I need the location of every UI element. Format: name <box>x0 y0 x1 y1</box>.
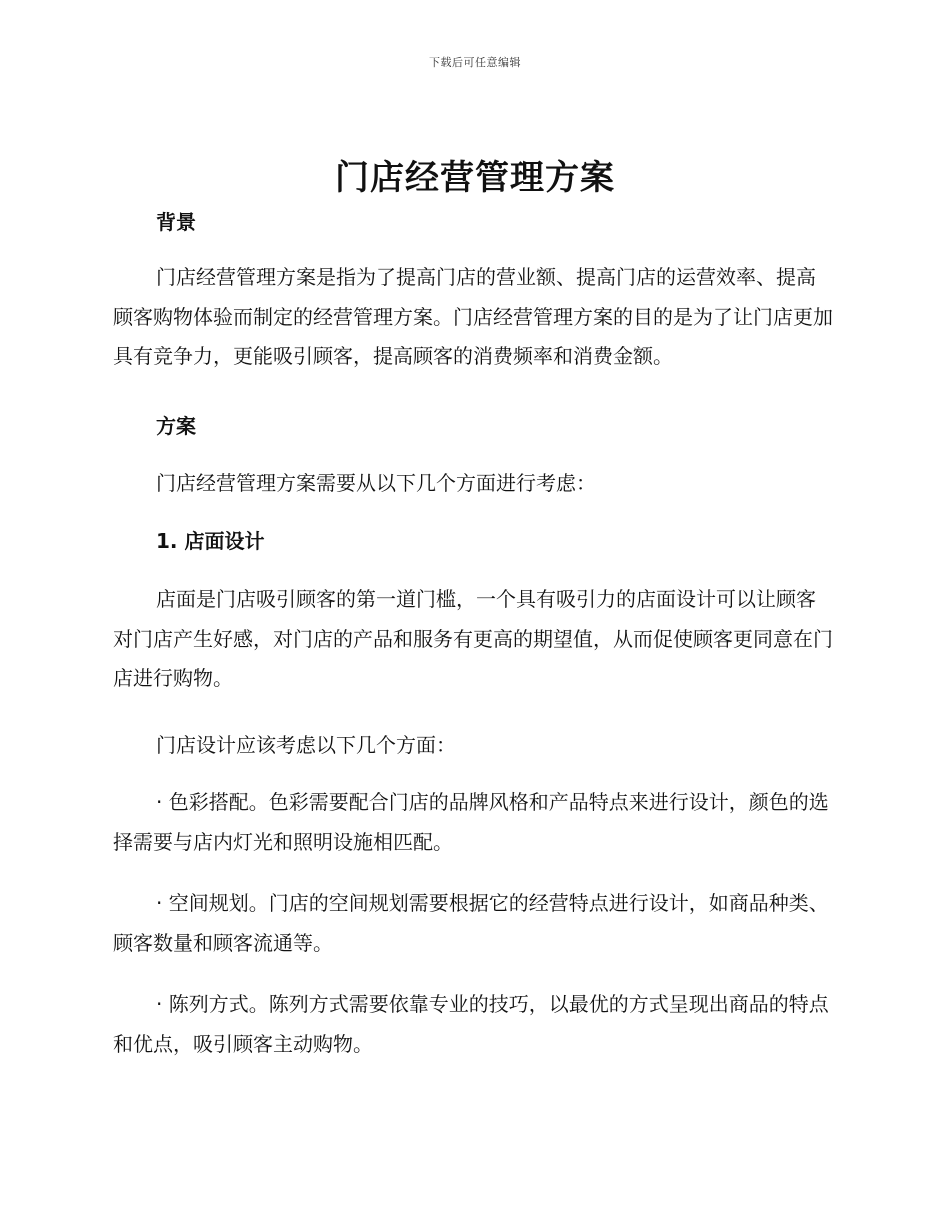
background-paragraph: 门店经营管理方案是指为了提高门店的营业额、提高门店的运营效率、提高顾客购物体验而制定的经营管理方案。门店经营管理方案的目的是为了让门店更加具有竞争力，更能吸引顾客，提高顾客的消费频率和消费金额。 <box>113 265 833 368</box>
bullet-color-matching: · 色彩搭配。色彩需要配合门店的品牌风格和产品特点来进行设计，颜色的选择需要与店内灯光和照明设施相匹配。 <box>113 790 829 854</box>
design-intro-paragraph: 门店设计应该考虑以下几个方面： <box>156 733 456 757</box>
storefront-paragraph-block <box>113 580 833 699</box>
plan-intro-paragraph: 门店经营管理方案需要从以下几个方面进行考虑： <box>156 471 596 495</box>
heading-background: 背景 <box>156 210 196 234</box>
document-title: 门店经营管理方案 <box>335 158 615 198</box>
bullet-display-block <box>113 985 833 1064</box>
bullet-display-method: · 陈列方式。陈列方式需要依靠专业的技巧，以最优的方式呈现出商品的特点和优点，吸引顾客主动购物。 <box>113 992 829 1056</box>
heading-storefront-design: 1. 店面设计 <box>156 529 265 553</box>
design-intro-block <box>113 726 833 766</box>
bullet-color-block <box>113 783 833 862</box>
bullet-space-block <box>113 884 833 963</box>
background-paragraph-block <box>113 258 833 377</box>
heading-plan: 方案 <box>156 414 196 438</box>
storefront-paragraph: 店面是门店吸引顾客的第一道门槛，一个具有吸引力的店面设计可以让顾客对门店产生好感，对门店的产品和服务有更高的期望值，从而促使顾客更同意在门店进行购物。 <box>113 587 833 690</box>
header-note: 下载后可任意编辑 <box>429 56 521 69</box>
plan-intro-block <box>113 464 833 504</box>
bullet-space-planning: · 空间规划。门店的空间规划需要根据它的经营特点进行设计，如商品种类、顾客数量和顾客流通等。 <box>113 891 829 955</box>
